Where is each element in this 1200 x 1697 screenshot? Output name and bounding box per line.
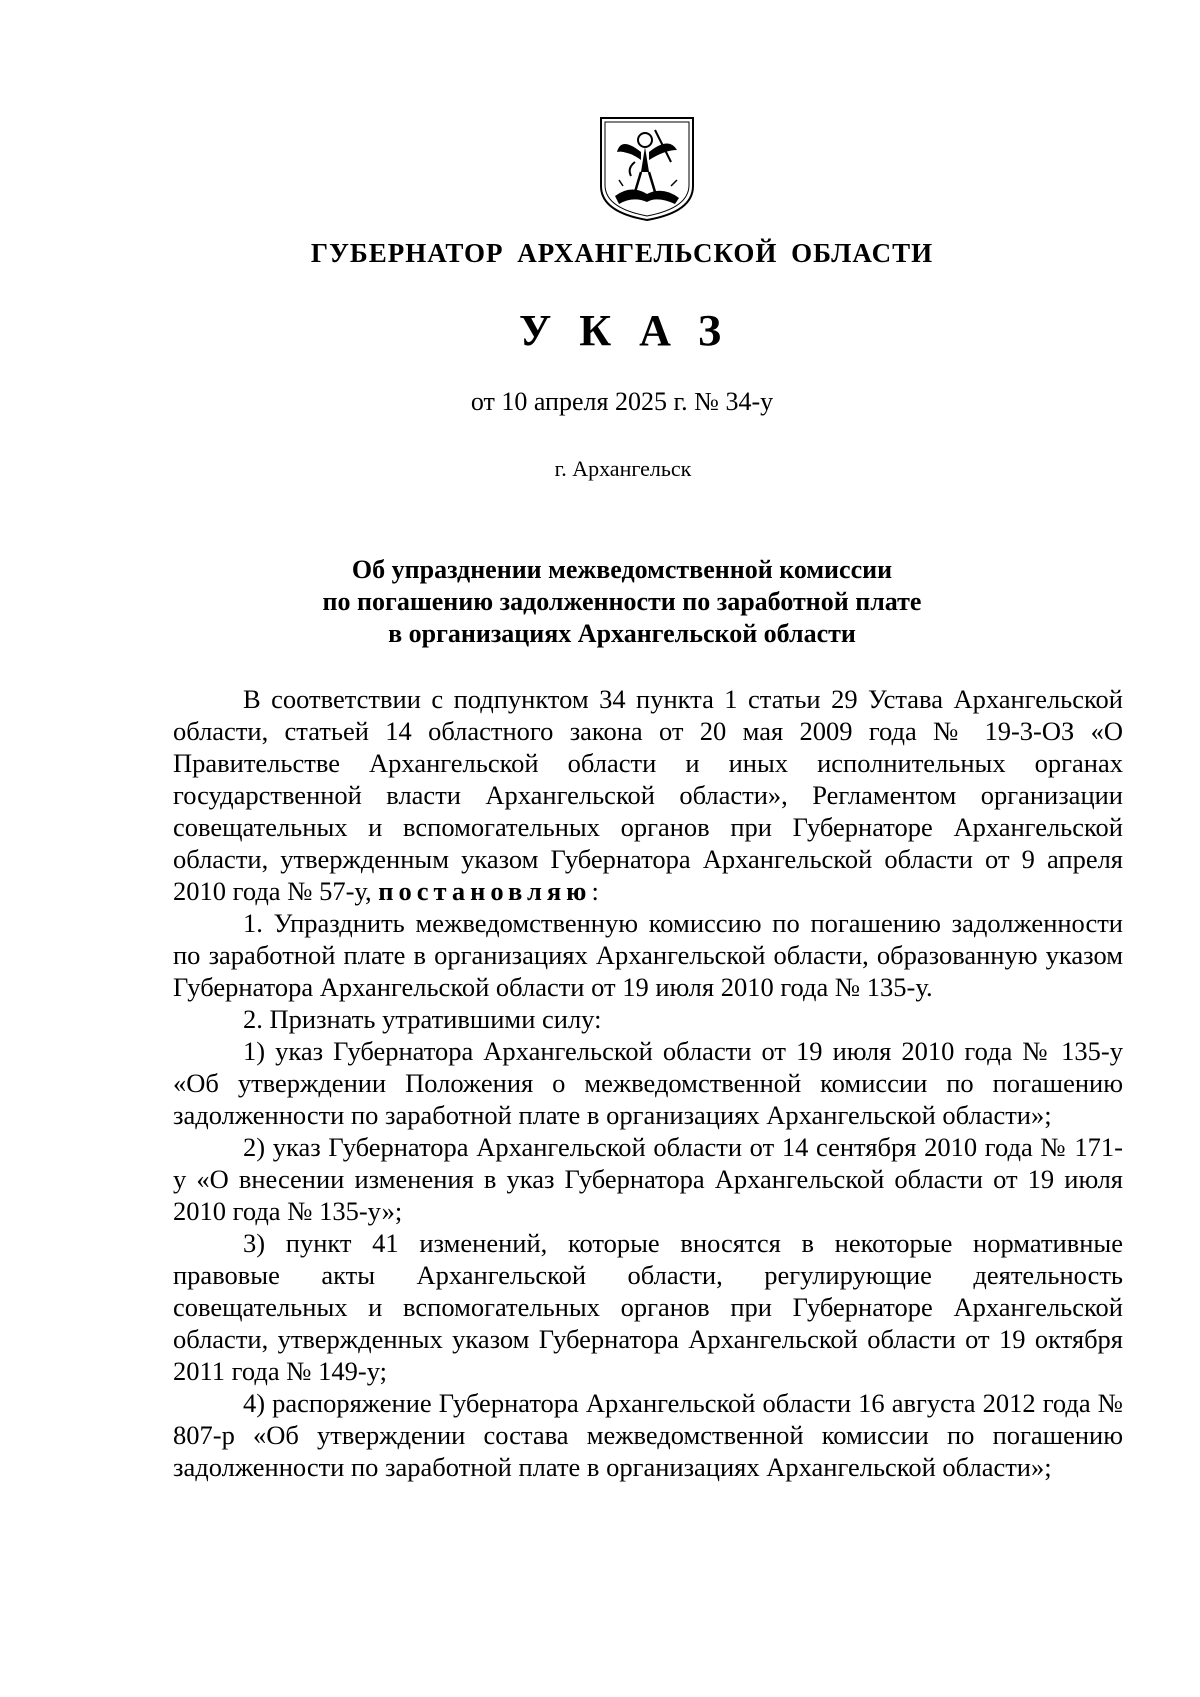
- preamble-text: В соответствии с подпунктом 34 пункта 1 статьи 29 Устава Архангельской области, статьей 14 областного закона от 20 мая 2009 года № 19-3-ОЗ «О Правительстве Архангельской области и иных исполнительных органах государственной власти Архангельской области», Регламентом организации совещательных и вспомогательных органов при Губернаторе Архангельской области, утвержденным указом Губернатора Архангельской области от 9 апреля 2010 года № 57-у,: [173, 684, 1123, 906]
- subitem-2: 2) указ Губернатора Архангельской области от 14 сентября 2010 года № 171-у «О внесении изменения в указ Губернатора Архангельской области от 19 июля 2010 года № 135-у»;: [173, 1132, 1123, 1226]
- item-1: 1. Упразднить межведомственную комиссию по погашению задолженности по заработной плате в организациях Архангельской области, образованную указом Губернатора Архангельской области от 19 июля 2010 года № 135-у.: [173, 908, 1123, 1002]
- decree-colon: :: [591, 876, 599, 906]
- title-line: Об упразднении межведомственной комиссии: [351, 555, 893, 584]
- subitem-4: 4) распоряжение Губернатора Архангельской области 16 августа 2012 года № 807-р «Об утверждении состава межведомственной комиссии по погашению задолженности по заработной плате в организациях Архангельской области»;: [173, 1388, 1123, 1482]
- document-city: г. Архангельск: [554, 456, 692, 481]
- title-line: по погашению задолженности по заработной плате: [322, 587, 922, 616]
- preamble-paragraph: [173, 683, 1123, 907]
- coat-of-arms-icon: [597, 116, 697, 222]
- document-title: [0, 554, 1200, 650]
- document-type: УКАЗ: [518, 306, 750, 355]
- subitem-3: 3) пункт 41 изменений, которые вносятся в некоторые нормативные правовые акты Архангельской области, регулирующие деятельность совещательных и вспомогательных органов при Губернаторе Архангельской области, утвержденных указом Губернатора Архангельской области от 19 октября 2011 года № 149-у;: [173, 1228, 1123, 1386]
- item-2: 2. Признать утратившими силу:: [243, 1004, 602, 1034]
- title-line: в организациях Архангельской области: [388, 619, 856, 648]
- document-body: [173, 683, 1123, 1483]
- issuing-authority: ГУБЕРНАТОР АРХАНГЕЛЬСКОЙ ОБЛАСТИ: [310, 238, 934, 268]
- decree-word: постановляю: [378, 876, 592, 906]
- subitem-1: 1) указ Губернатора Архангельской области от 19 июля 2010 года № 135-у «Об утверждении Положения о межведомственной комиссии по погашению задолженности по заработной плате в организациях Архангельской области»;: [173, 1036, 1123, 1130]
- document-date-number: от 10 апреля 2025 г. № 34-у: [470, 387, 774, 416]
